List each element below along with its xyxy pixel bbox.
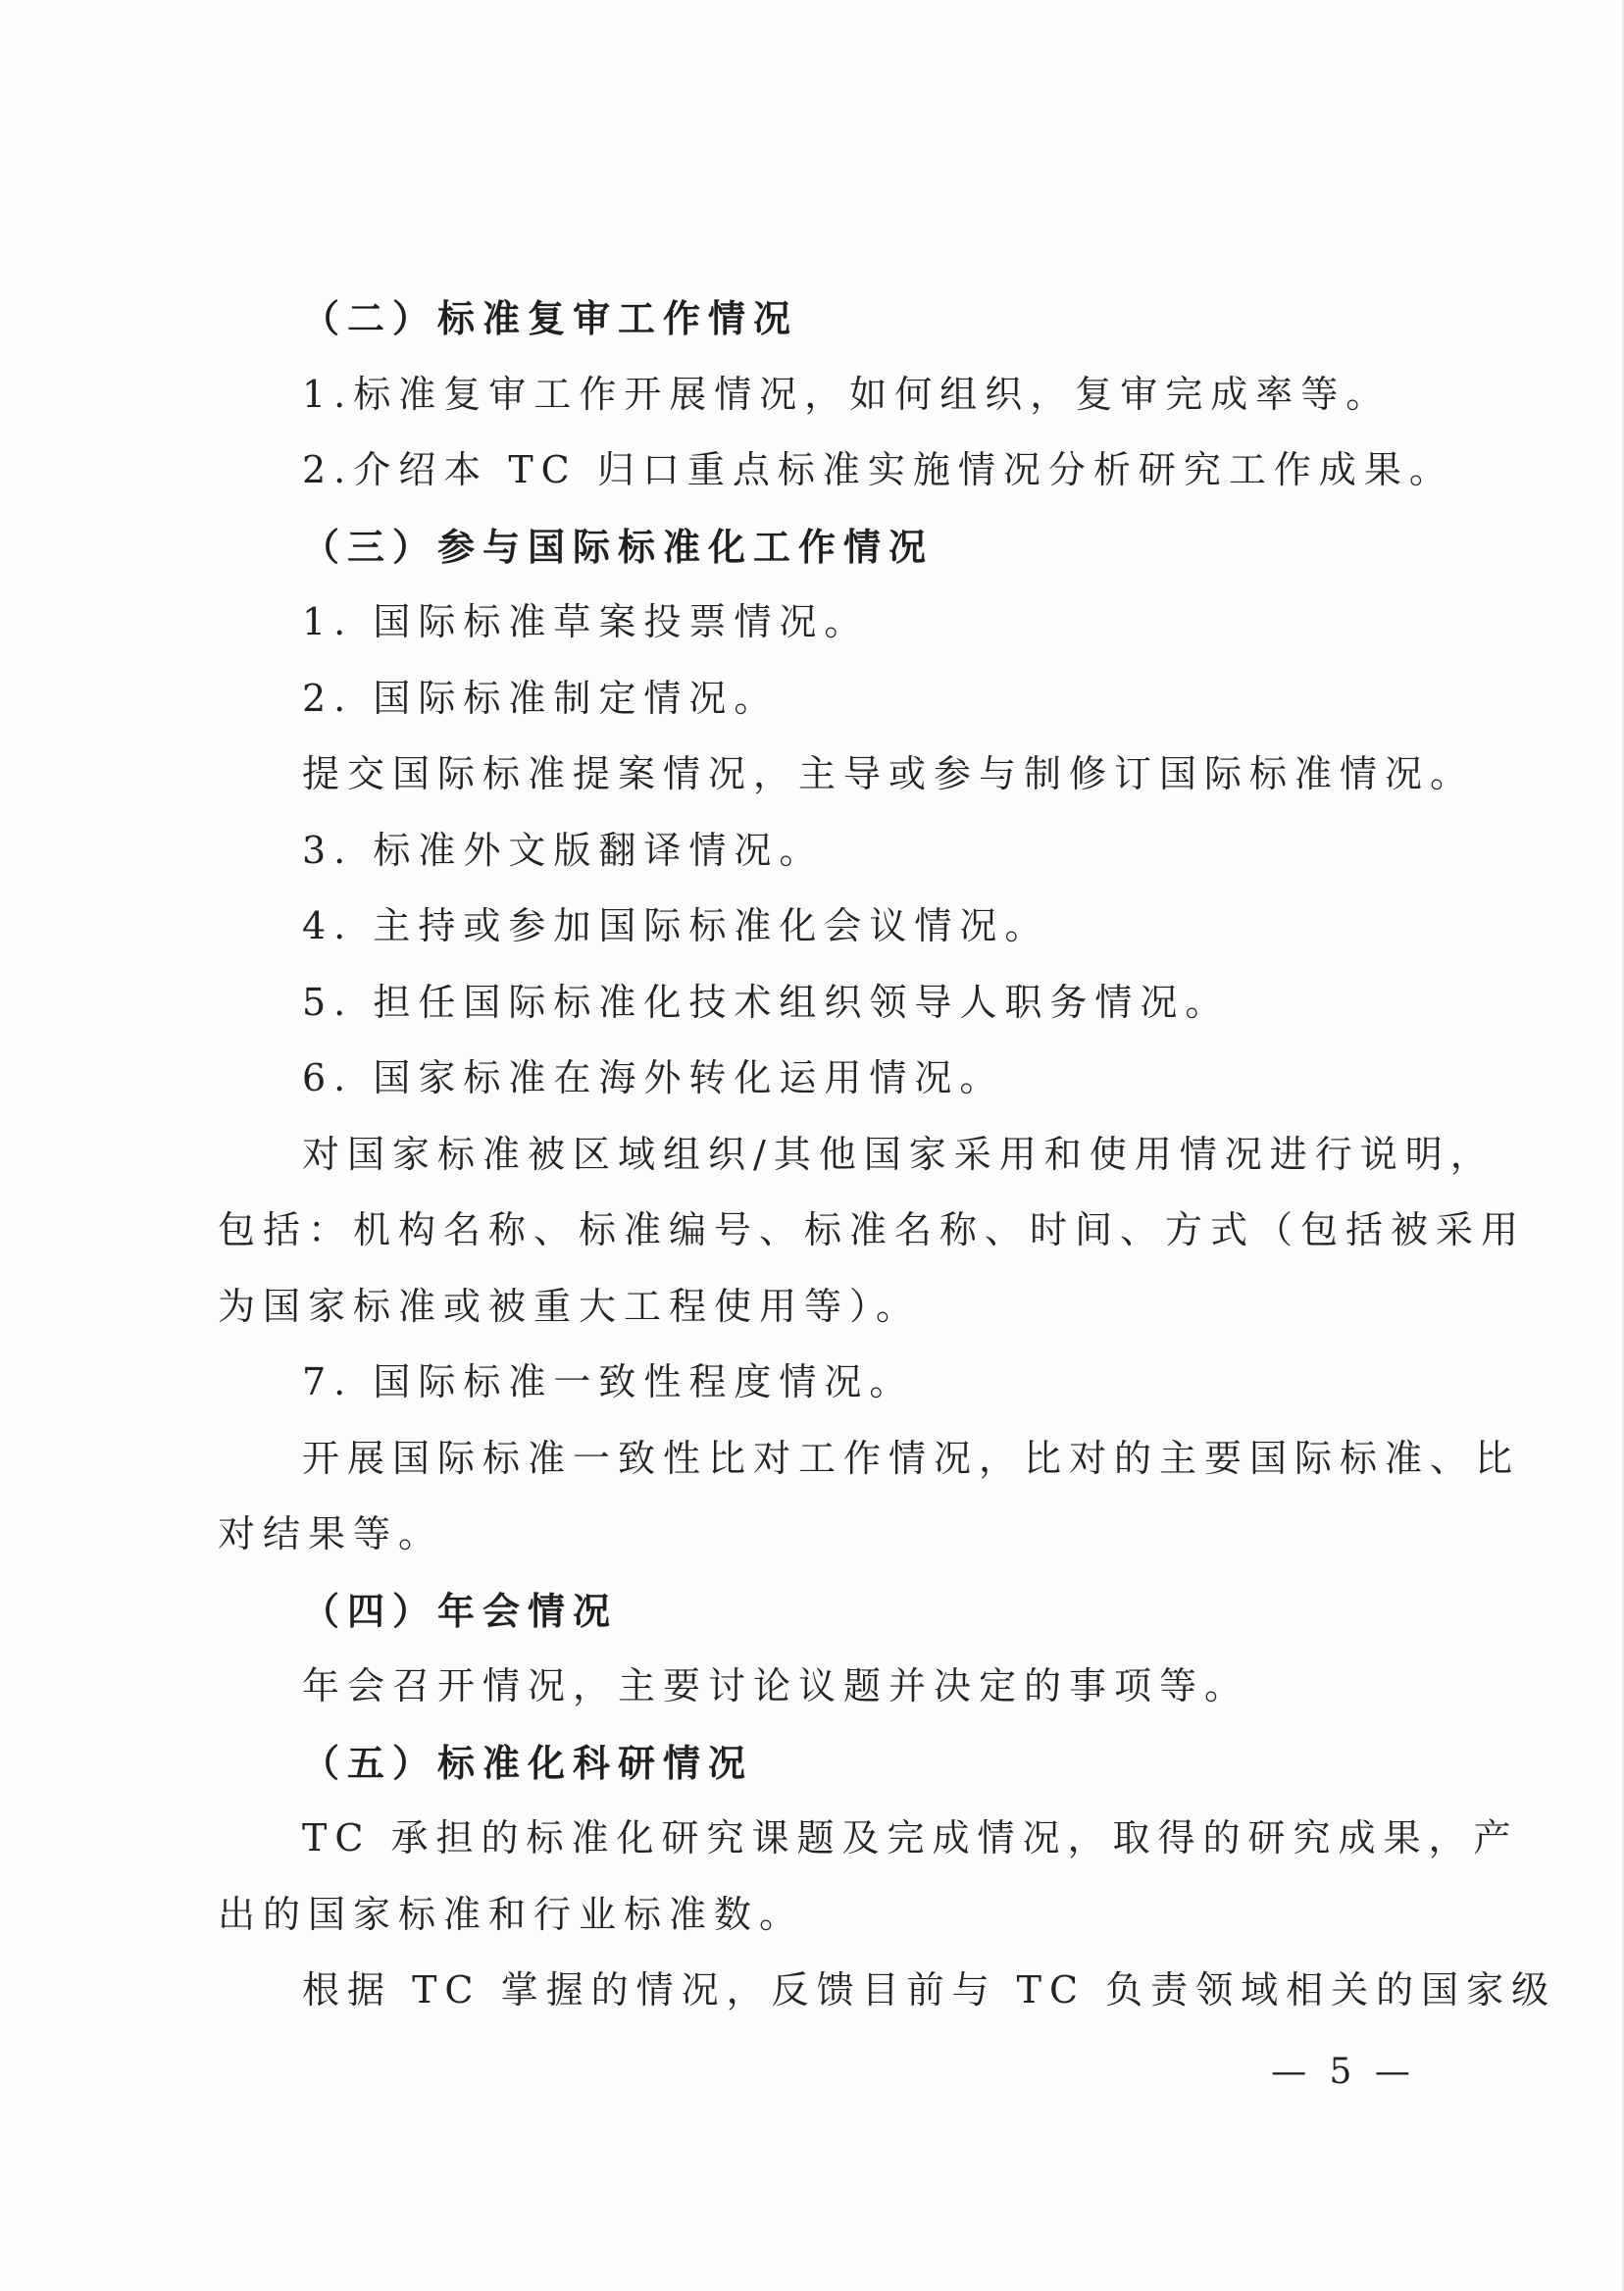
paragraph-line: 年会召开情况，主要讨论议题并决定的事项等。 [302, 1664, 1250, 1707]
paragraph-line: 7. 国际标准一致性程度情况。 [302, 1360, 915, 1403]
paragraph-line: 1. 国际标准草案投票情况。 [302, 600, 870, 643]
section-heading-international: （三）参与国际标准化工作情况 [302, 524, 935, 569]
paragraph-line: 对结果等。 [218, 1512, 444, 1555]
section-heading-research: （五）标准化科研情况 [302, 1740, 754, 1785]
paragraph-line: 5. 担任国际标准化技术组织领导人职务情况。 [302, 980, 1231, 1024]
paragraph-line: 对国家标准被区域组织/其他国家采用和使用情况进行说明， [302, 1132, 1496, 1176]
document-body [218, 280, 1557, 2029]
section-heading-review: （二）标准复审工作情况 [302, 296, 799, 340]
paragraph-line: 根据 TC 掌握的情况，反馈目前与 TC 负责领域相关的国家级 [302, 1968, 1557, 2011]
paragraph-line: TC 承担的标准化研究课题及完成情况，取得的研究成果，产 [302, 1816, 1519, 1859]
paragraph-line: 出的国家标准和行业标准数。 [218, 1892, 805, 1936]
paragraph-line: 1.标准复审工作开展情况，如何组织，复审完成率等。 [302, 372, 1392, 416]
paragraph-line: 提交国际标准提案情况，主导或参与制修订国际标准情况。 [302, 752, 1476, 795]
paragraph-line: 3. 标准外文版翻译情况。 [302, 828, 825, 872]
section-heading-annual-meeting: （四）年会情况 [302, 1588, 619, 1633]
paragraph-line: 2. 国际标准制定情况。 [302, 676, 780, 720]
paragraph-line: 包括：机构名称、标准编号、标准名称、时间、方式（包括被采用 [218, 1208, 1527, 1251]
page-number: — 5 — [1271, 2052, 1416, 2092]
paragraph-line: 6. 国家标准在海外转化运用情况。 [302, 1056, 1005, 1099]
paragraph-line: 为国家标准或被重大工程使用等）。 [218, 1284, 922, 1328]
paragraph-line: 4. 主持或参加国际标准化会议情况。 [302, 904, 1050, 947]
paragraph-line: 2.介绍本 TC 归口重点标准实施情况分析研究工作成果。 [302, 448, 1454, 491]
paragraph-line: 开展国际标准一致性比对工作情况，比对的主要国际标准、比 [302, 1436, 1521, 1480]
